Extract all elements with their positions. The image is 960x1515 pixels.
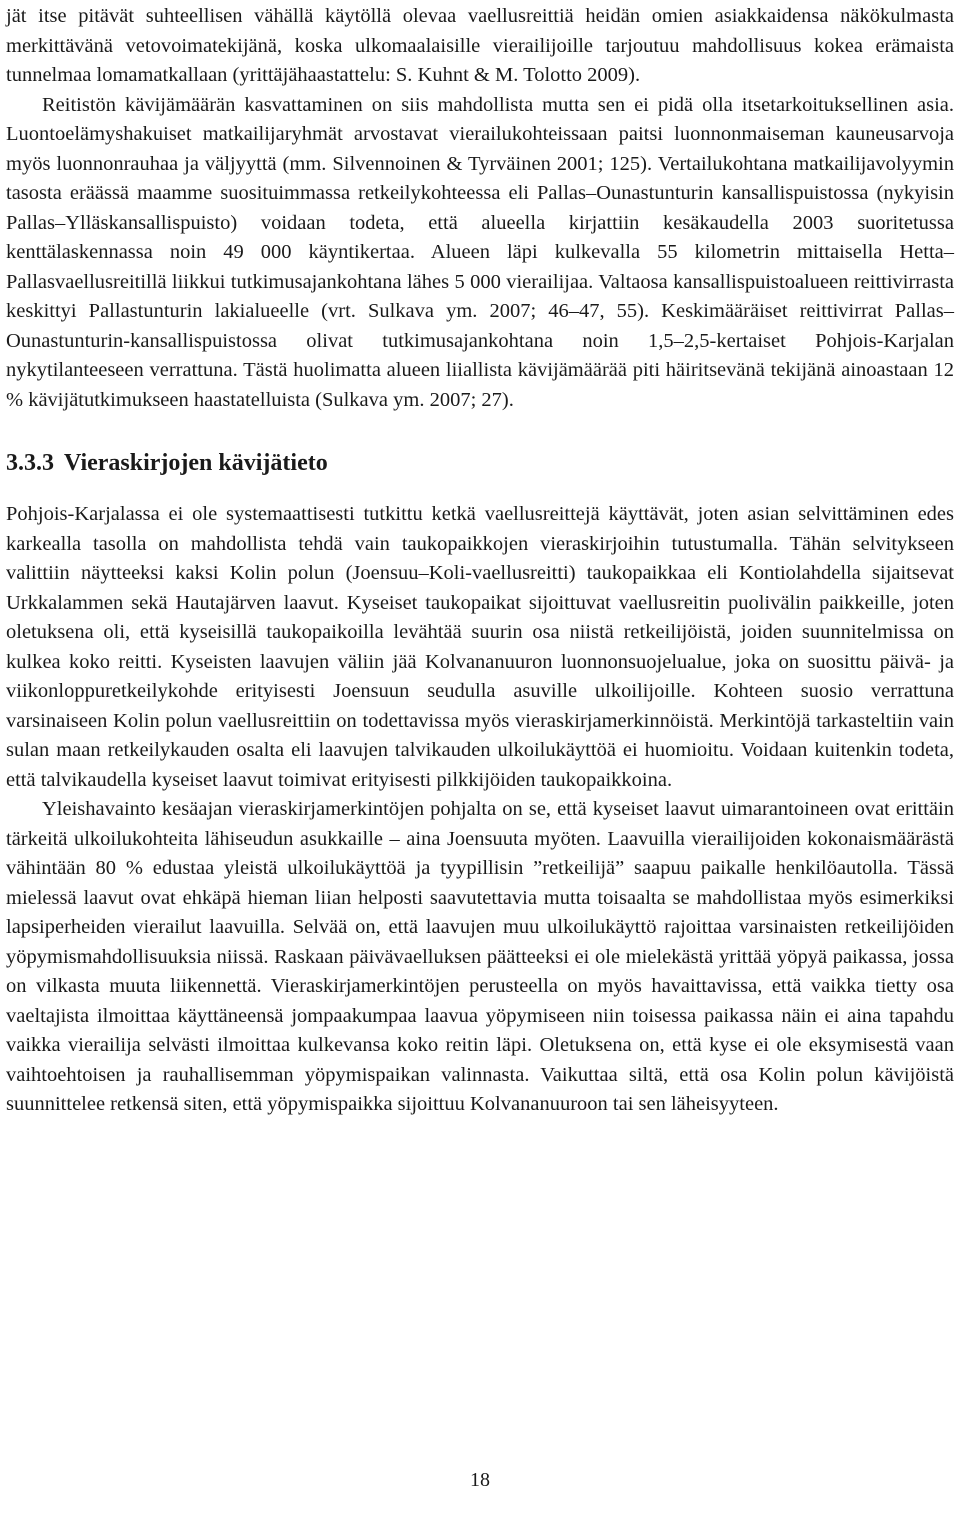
paragraph-continuation: jät itse pitävät suhteellisen vähällä käytöllä olevaa vaellusreittiä heidän omien asiakkaidensa näkökulmasta merkittävänä vetovoimatekijänä, koska ulkomaalaisille vierailijoille tarjoutuu mahdollisuus kokea erämaista tunnelmaa lomamatkallaan (yrittäjähaastattelu: S. Kuhnt & M. Tolotto 2009). xyxy=(6,5,954,86)
page-number: 18 xyxy=(470,1469,490,1491)
paragraph-guestbook-intro: Pohjois-Karjalassa ei ole systemaattisesti tutkittu ketkä vaellusreittejä käyttävät, joten asian selvittäminen edes karkealla tasolla on mahdollista tehdä vain taukopaikkojen vieraskirjoihin tutustumalla. Tähän selvitykseen valittiin näytteeksi kaksi Kolin polun (Joensuu–Koli-vaellusreitti) taukopaikkaa eli Kontiolahdella sijaitsevat Urkkalammen sekä Hautajärven laavut. Kyseiset taukopaikat sijoittuvat vaellusreitin puolivälin paikkeille, joten oletuksena oli, että kyseisillä taukopaikoilla levähtää suurin osa niistä retkeilijöistä, joiden suunnitelmissa on kulkea koko reitti. Kyseisten laavujen väliin jää Kolvananuuron luonnonsuojelualue, joka on suosittu päivä- ja viikonloppuretkeilykohde erityisesti Joensuun seudulla asuville ulkoilijoille. Kohteen suosio verrattuna varsinaiseen Kolin polun vaellusreittiin on todettavissa myös vieraskirjamerkinnöistä. Merkintöjä tarkasteltiin vain sulan maan retkeilykauden osalta eli laavujen talvikauden ulkoilukäyttöä ei huomioitu. Voidaan kuitenkin todeta, että talvikaudella kyseiset laavut toimivat erityisesti pilkkijöiden taukopaikkoina. xyxy=(6,503,954,791)
section-title: Vieraskirjojen kävijätieto xyxy=(64,450,328,476)
document-page xyxy=(6,0,954,1120)
paragraph-visitor-volume: Reitistön kävijämäärän kasvattaminen on siis mahdollista mutta sen ei pidä olla itsetarkoituksellinen asia. Luontoelämyshakuiset matkailijaryhmät arvostavat vierailukohteissaan paitsi luonnonmaiseman kauneusarvoja myös luonnonrauhaa ja väljyyttä (mm. Silvennoinen & Tyrväinen 2001; 125). Vertailukohtana matkailijavolyymin tasosta eräässä maamme suosituimmassa retkeilykohteessa eli Pallas–Ounastunturin kansallispuistossa (nykyisin Pallas–Ylläskansallispuisto) voidaan todeta, että alueella kirjattiin kesäkaudella 2003 suoritetussa kenttälaskennassa noin 49 000 käyntikertaa. Alueen läpi kulkevalla 55 kilometrin mittaisella Hetta–Pallasvaellusreitillä liikkui tutkimusajankohtana lähes 5 000 vierailijaa. Valtaosa kansallispuistoalueen reittivirrasta keskittyi Pallastunturin lakialueelle (vrt. Sulkava ym. 2007; 46–47, 55). Keskimääräiset reittivirrat Pallas–Ounastunturin-kansallispuistossa olivat tutkimusajankohtana noin 1,5–2,5-kertaiset Pohjois-Karjalan nykytilanteeseen verrattuna. Tästä huolimatta alueen liiallista kävijämäärää piti häiritsevänä tekijänä ainoastaan 12 % kävijätutkimukseen haastatelluista (Sulkava ym. 2007; 27). xyxy=(6,93,954,411)
paragraph-guestbook-observations: Yleishavainto kesäajan vieraskirjamerkintöjen pohjalta on se, että kyseiset laavut uimarantoineen ovat erittäin tärkeitä ulkoilukohteita lähiseudun asukkaille – aina Joensuuta myöten. Laavuilla vierailijoiden kokonaismäärästä vähintään 80 % edustaa yleistä ulkoilukäyttöä ja tyypillisin ”retkeilijä” saapuu paikalle henkilöautolla. Tässä mielessä laavut ovat ehkäpä hieman liian helposti saavutettavia mutta toisaalta se mahdollistaa myös esimerkiksi lapsiperheiden vierailut laavuilla. Selvää on, että laavujen muu ulkoilukäyttö rajoittaa varsinaisten retkeilijöiden yöpymismahdollisuuksia niissä. Raskaan päivävaelluksen päätteeksi ei ole mielekästä yrittää yöpyä paikassa, jossa on vilkasta muuta liikennettä. Vieraskirjamerkintöjen perusteella on myös havaittavissa, että vaikka tietty osa vaeltajista ilmoittaa käyttäneensä jompaakumpaa laavua yöpymiseen niin toisessa paikassa näin ei aina tapahdu vaikka vierailija selvästi ilmoittaa kulkevansa koko reitin läpi. Oletuksena on, että kyse ei ole eksymisestä vaan vaihtoehtoisen ja rauhallisemman yöpymispaikan valinnasta. Vaikuttaa siltä, että osa Kolin polun kävijöistä suunnittelee retkensä siten, että yöpymispaikka sijoittuu Kolvananuuroon tai sen läheisyyteen. xyxy=(6,798,954,1115)
section-heading xyxy=(6,448,954,478)
section-number: 3.3.3 xyxy=(6,450,54,476)
